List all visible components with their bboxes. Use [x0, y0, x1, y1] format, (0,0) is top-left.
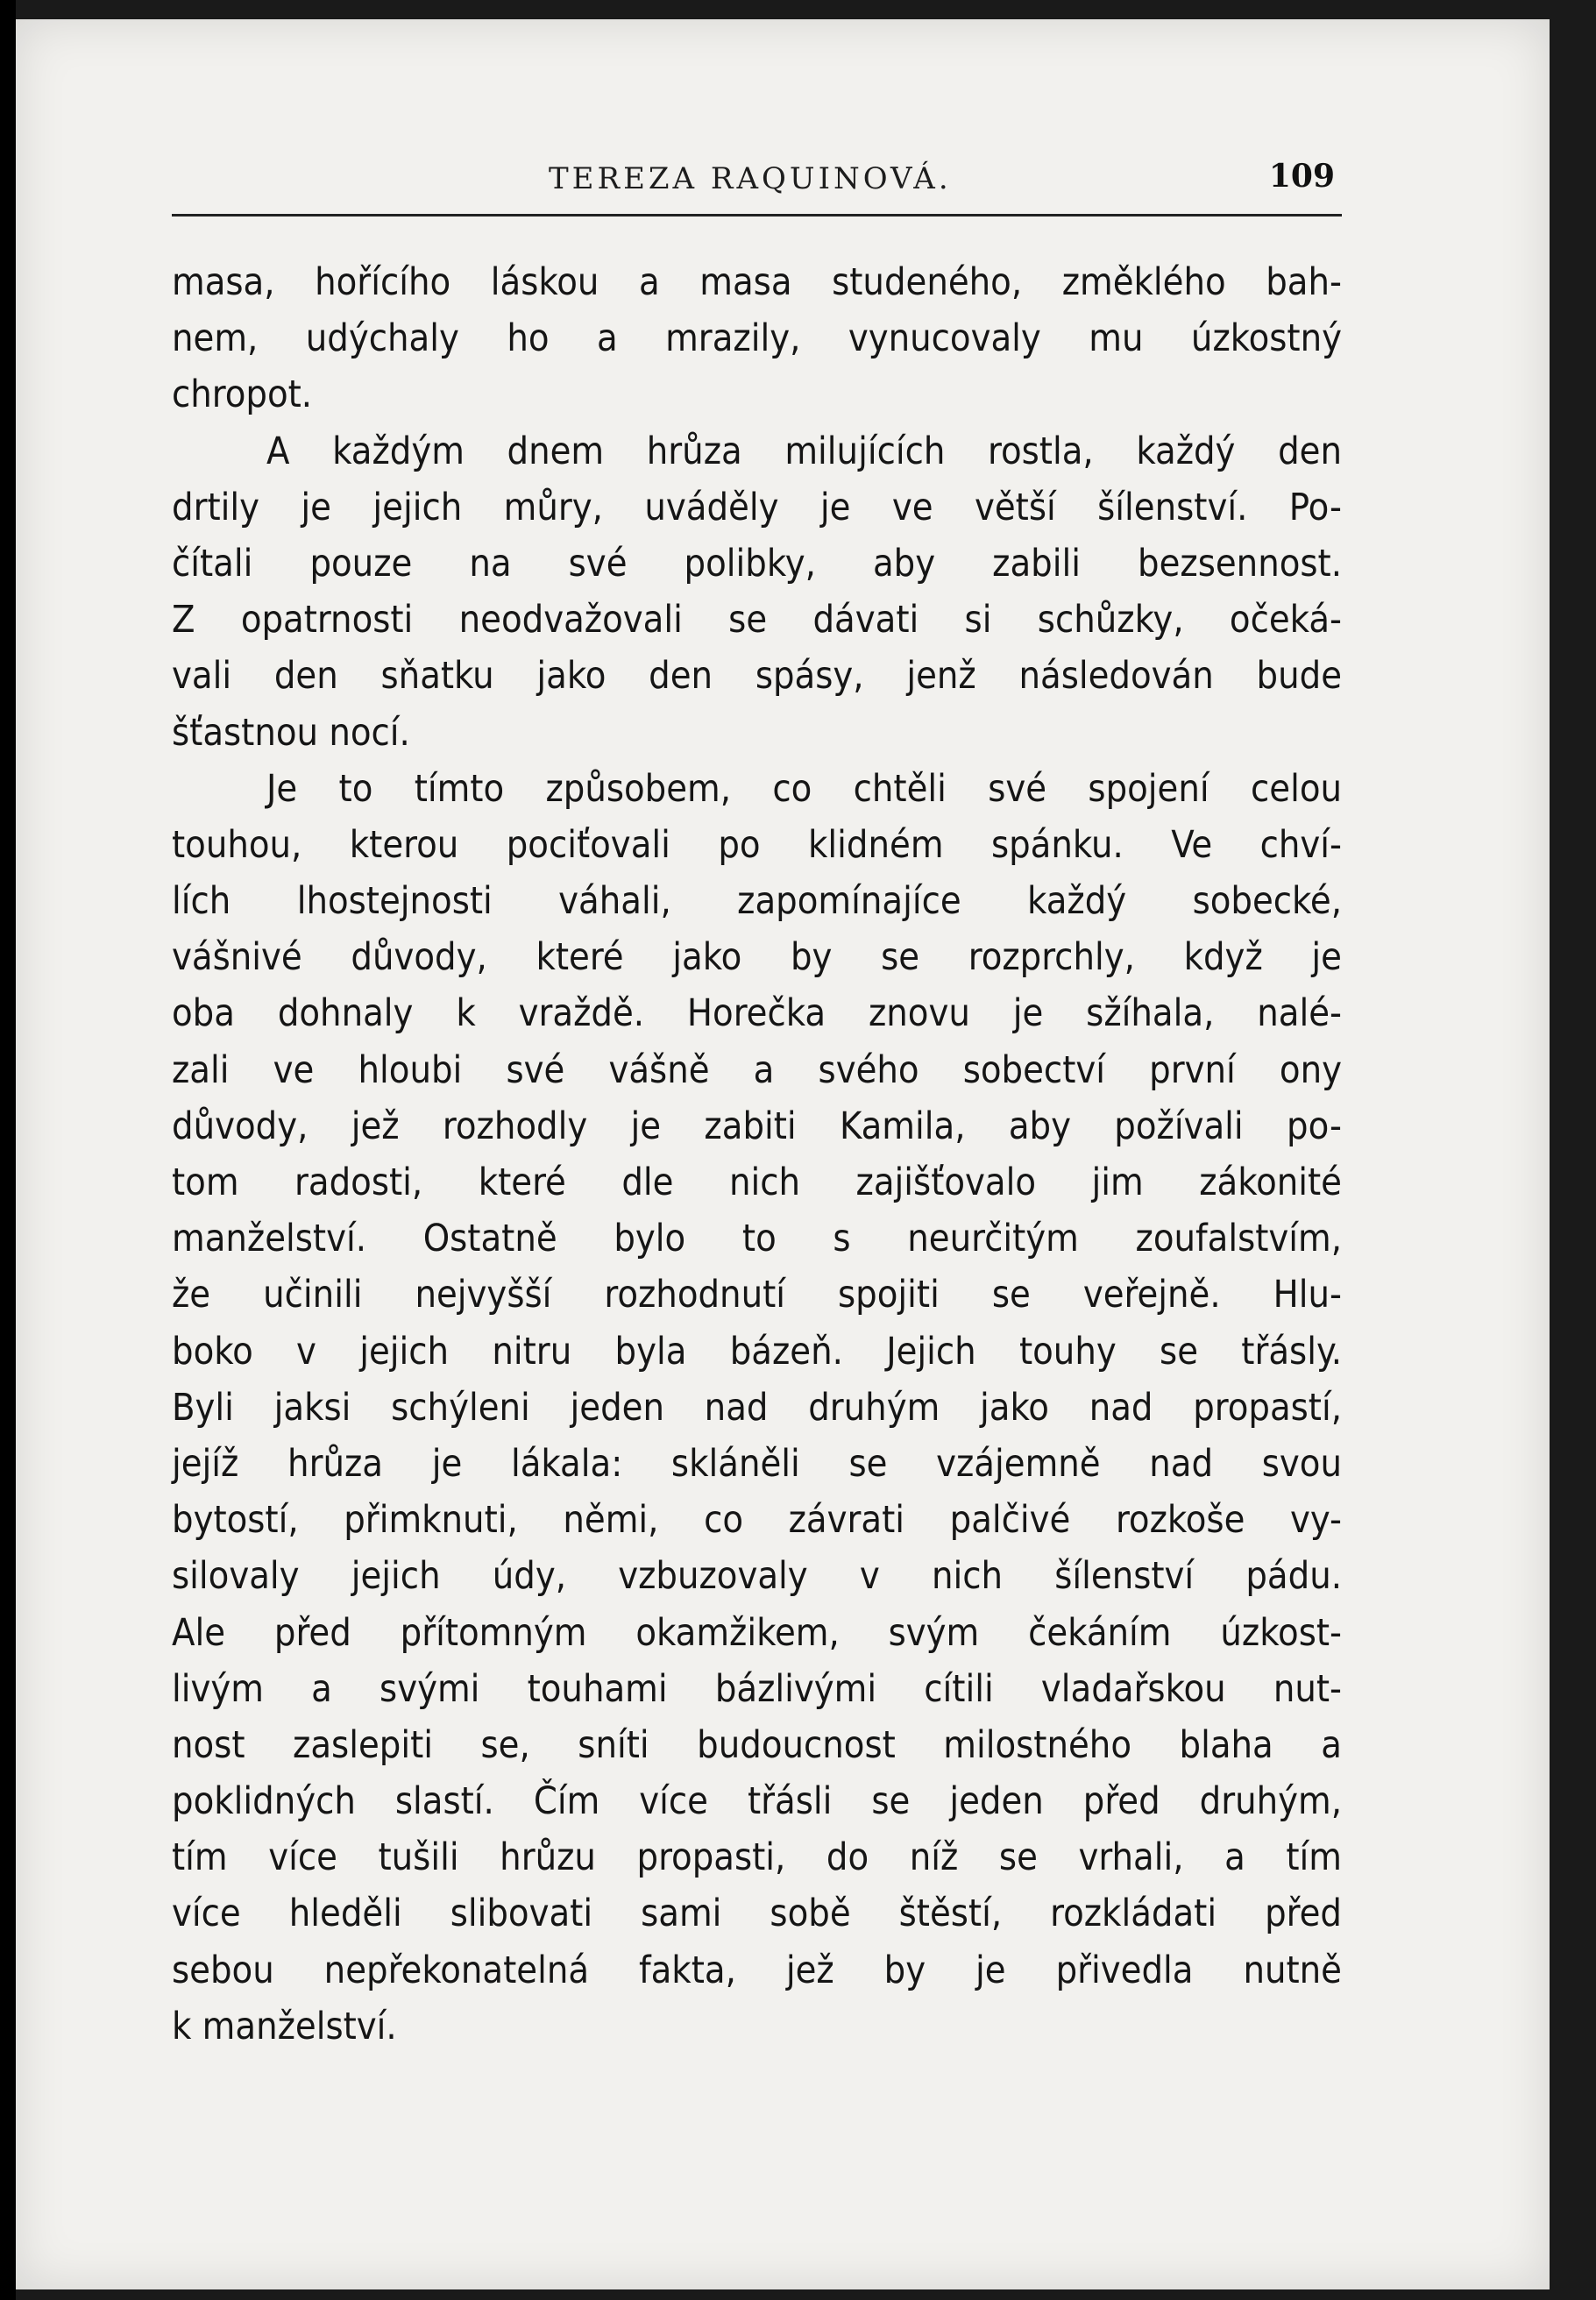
book-page [16, 19, 1550, 2289]
text-line: důvody, jež rozhodly je zabiti Kamila, aby požívali po- [172, 1104, 1342, 1148]
text-line: Byli jaksi schýleni jeden nad druhým jako nad propastí, [172, 1385, 1342, 1430]
page-number: 109 [1268, 158, 1335, 195]
text-line: manželství. Ostatně bylo to s neurčitým zoufalstvím, [172, 1217, 1342, 1261]
text-line: čítali pouze na své polibky, aby zabili bezsennost. [172, 541, 1342, 586]
text-line: livým a svými touhami bázlivými cítili vladařskou nut- [172, 1666, 1342, 1711]
text-line: sebou nepřekonatelná fakta, jež by je přivedla nutně [172, 1948, 1342, 1992]
text-line: A každým dnem hrůza milujících rostla, každý den [266, 429, 1342, 473]
text-line: k manželství. [172, 2004, 397, 2048]
text-line: vali den sňatku jako den spásy, jenž následován bude [172, 654, 1342, 699]
scan-edge [0, 0, 16, 2300]
text-line: boko v jejich nitru byla bázeň. Jejich touhy se třásly. [172, 1329, 1342, 1374]
text-line: drtily je jejich můry, uváděly je ve větší šílenství. Po- [172, 485, 1342, 529]
text-line: jejíž hrůza je lákala: skláněli se vzájemně nad svou [172, 1441, 1342, 1486]
text-line: oba dohnaly k vraždě. Horečka znovu je sžíhala, nalé- [172, 991, 1342, 1036]
text-line: že učinili nejvyšší rozhodnutí spojiti se veřejně. Hlu- [172, 1273, 1342, 1317]
text-line: tom radosti, které dle nich zajišťovalo jim zákonité [172, 1161, 1342, 1204]
text-line: lích lhostejnosti váhali, zapomínajíce každý sobecké, [172, 879, 1342, 924]
body-text [172, 254, 1342, 2055]
text-line: Ale před přítomným okamžikem, svým čekáním úzkost- [172, 1610, 1342, 1655]
text-line: masa, hořícího láskou a masa studeného, změklého bah- [172, 260, 1342, 304]
text-line: nem, udýchaly ho a mrazily, vynucovaly mu úzkostný [172, 316, 1342, 361]
text-line: vášnivé důvody, které jako by se rozprchly, když je [172, 935, 1342, 980]
text-line: nost zaslepiti se, sníti budoucnost milostného blaha a [172, 1722, 1342, 1767]
text-line: Z opatrnosti neodvažovali se dávati si schůzky, očeká- [172, 598, 1342, 642]
text-line: chropot. [172, 373, 313, 417]
text-line: poklidných slastí. Čím více třásli se jeden před druhým, [172, 1779, 1342, 1824]
text-line: zali ve hloubi své vášně a svého sobectví první ony [172, 1047, 1342, 1092]
text-line: tím více tušili hrůzu propasti, do níž se vrhali, a tím [172, 1835, 1342, 1880]
page-header [172, 153, 1342, 217]
text-line: touhou, kterou pociťovali po klidném spánku. Ve chví- [172, 822, 1342, 867]
text-line: Je to tímto způsobem, co chtěli své spojení celou [266, 766, 1342, 811]
text-line: silovaly jejich údy, vzbuzovaly v nich šílenství pádu. [172, 1554, 1342, 1599]
text-line: šťastnou nocí. [172, 710, 410, 755]
text-line: bytostí, přimknuti, němi, co závrati palčivé rozkoše vy- [172, 1498, 1342, 1543]
running-title: TEREZA RAQUINOVÁ. [549, 161, 952, 196]
text-line: více hleděli slibovati sami sobě štěstí, rozkládati před [172, 1892, 1342, 1936]
